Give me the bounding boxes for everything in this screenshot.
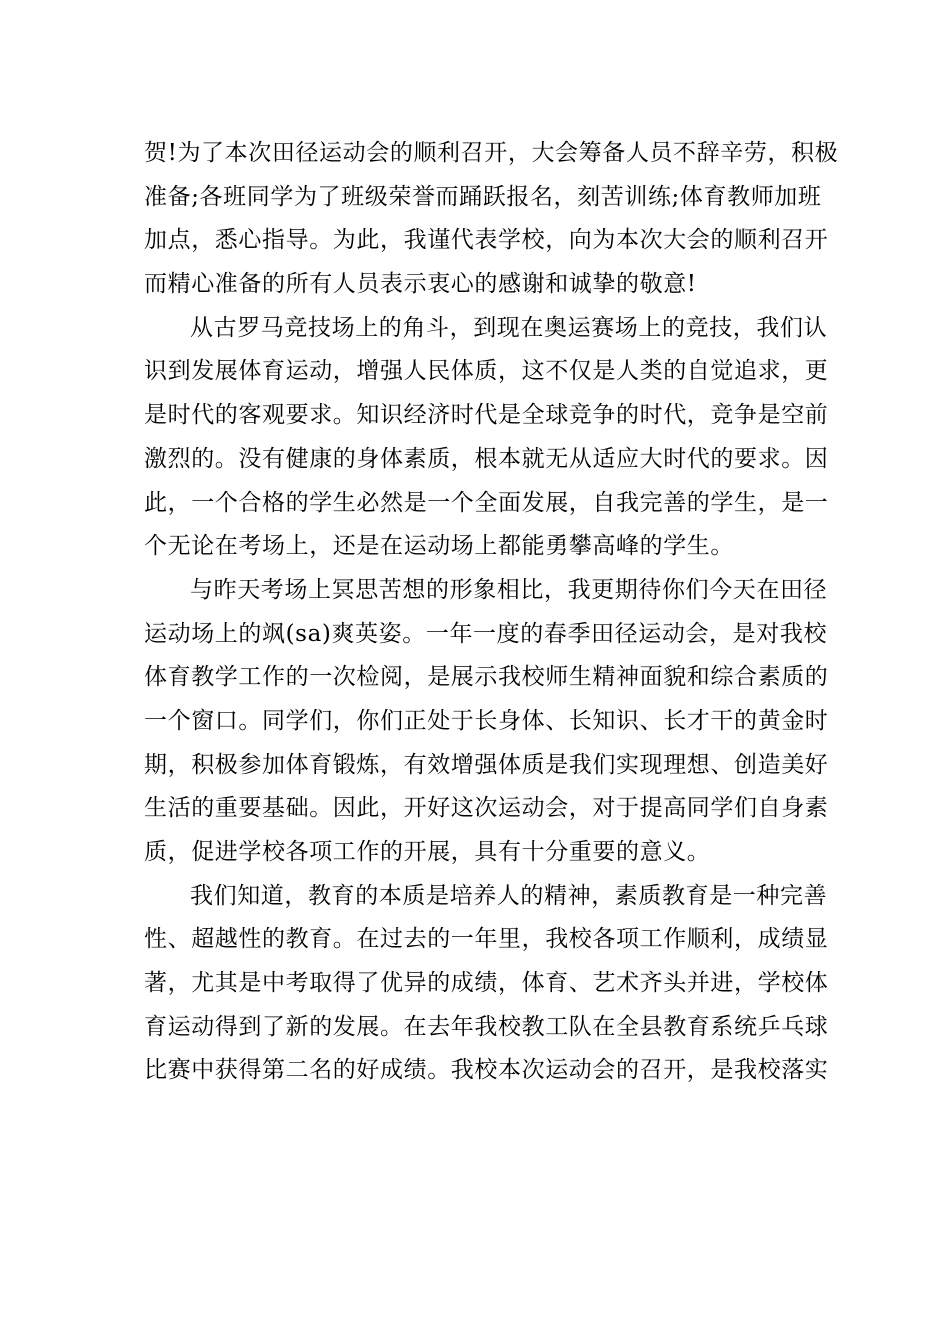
paragraph-first-line: 从古罗马竞技场上的角斗，到现在奥运赛场上的竞技，我们认 (190, 314, 828, 341)
text-line: 激烈的。没有健康的身体素质，根本就无从适应大时代的要求。因 (144, 445, 829, 472)
text-line: 是时代的客观要求。知识经济时代是全球竞争的时代，竞争是空前 (144, 402, 829, 429)
text-line: 著，尤其是中考取得了优异的成绩，体育、艺术齐头并进，学校体 (144, 970, 829, 997)
text-line: 比赛中获得第二名的好成绩。我校本次运动会的召开，是我校落实 (144, 1057, 829, 1084)
text-line: 识到发展体育运动，增强人民体质，这不仅是人类的自觉追求，更 (144, 358, 829, 385)
paragraph-first-line: 与昨天考场上冥思苦想的形象相比，我更期待你们今天在田径 (190, 576, 828, 603)
text-line: 加点，悉心指导。为此，我谨代表学校，向为本次大会的顺利召开 (144, 227, 829, 254)
text-line: 一个窗口。同学们，你们正处于长身体、长知识、长才干的黄金时 (144, 707, 829, 734)
text-line: 生活的重要基础。因此，开好这次运动会，对于提高同学们自身素 (144, 795, 829, 822)
text-line: 质，促进学校各项工作的开展，具有十分重要的意义。 (144, 839, 711, 865)
text-line: 育运动得到了新的发展。在去年我校教工队在全县教育系统乒乓球 (144, 1013, 829, 1040)
text-line: 准备;各班同学为了班级荣誉而踊跃报名，刻苦训练;体育教师加班 (144, 183, 822, 210)
text-line: 运动场上的飒(sa)爽英姿。一年一度的春季田径运动会，是对我校 (144, 620, 828, 647)
text-line: 贺!为了本次田径运动会的顺利召开，大会筹备人员不辞辛劳，积极 (144, 140, 839, 166)
text-line: 个无论在考场上，还是在运动场上都能勇攀高峰的学生。 (144, 533, 734, 560)
body-text (144, 132, 839, 1093)
text-line: 而精心准备的所有人员表示衷心的感谢和诚挚的敬意! (144, 271, 697, 298)
paragraph-first-line: 我们知道，教育的本质是培养人的精神，素质教育是一种完善 (190, 882, 828, 909)
text-line: 性、超越性的教育。在过去的一年里，我校各项工作顺利，成绩显 (144, 926, 829, 953)
text-line: 体育教学工作的一次检阅，是展示我校师生精神面貌和综合素质的 (144, 664, 829, 691)
text-line: 此，一个合格的学生必然是一个全面发展，自我完善的学生，是一 (144, 489, 829, 516)
text-line: 期，积极参加体育锻炼，有效增强体质是我们实现理想、创造美好 (144, 751, 829, 778)
